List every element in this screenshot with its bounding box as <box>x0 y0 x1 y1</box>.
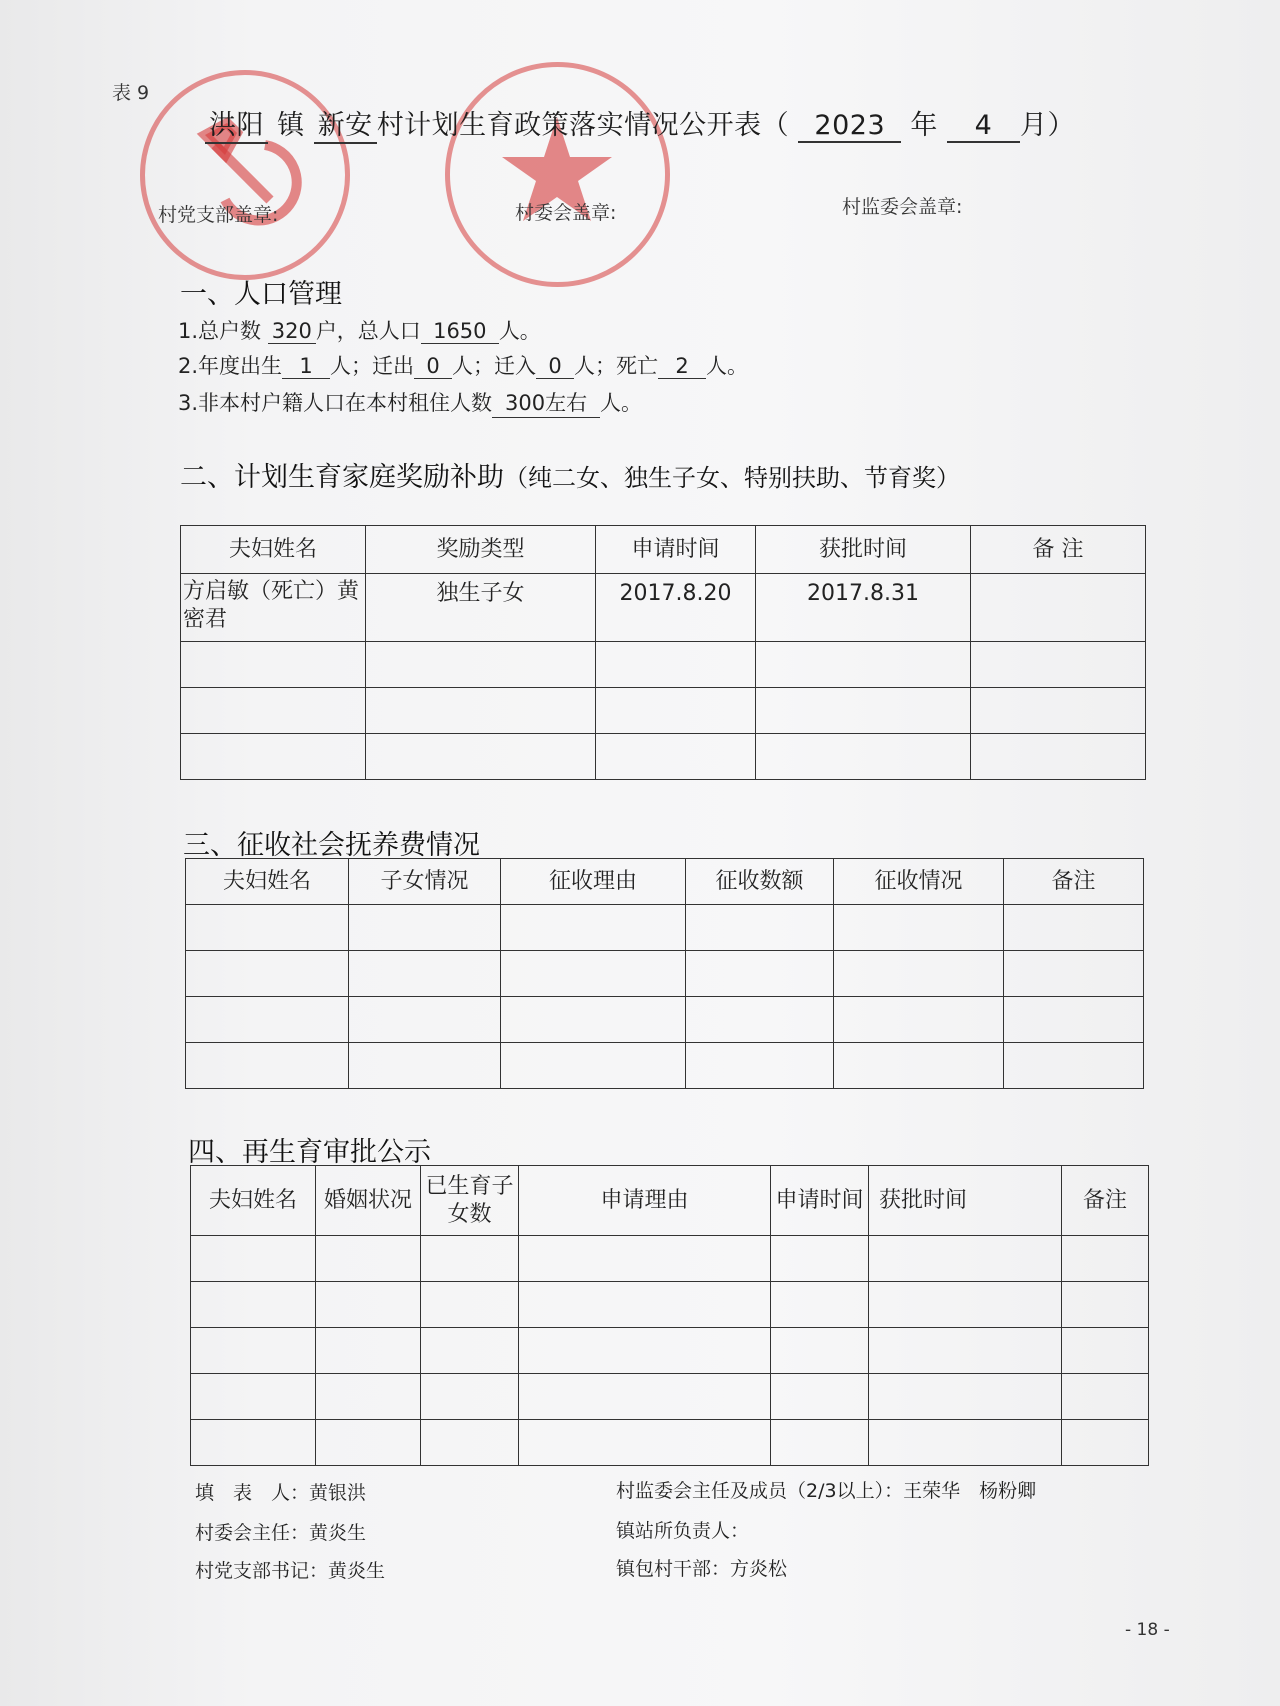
table-cell <box>349 997 501 1043</box>
table-cell <box>519 1236 771 1282</box>
table-cell <box>366 734 596 780</box>
table-cell <box>186 905 349 951</box>
table-cell <box>686 997 834 1043</box>
reward-type-cell: 独生子女 <box>366 574 596 642</box>
table-row <box>186 951 1144 997</box>
table-cell <box>1062 1282 1149 1328</box>
table-header-row <box>186 859 1144 905</box>
line2-t1: 人；迁出 <box>330 354 415 378</box>
table-cell <box>971 688 1146 734</box>
table-cell <box>1004 1043 1144 1089</box>
table-cell <box>349 905 501 951</box>
table-row <box>191 1236 1149 1282</box>
table-cell <box>686 905 834 951</box>
section1-line1 <box>178 315 541 345</box>
line1-prefix: 1.总户数 <box>178 319 268 343</box>
table-cell <box>316 1282 421 1328</box>
table-cell <box>186 1043 349 1089</box>
section1-line2 <box>178 350 748 380</box>
title-village: 新安 <box>314 103 377 144</box>
fee-table <box>185 858 1144 1089</box>
column-header: 获批时间 <box>869 1166 1062 1236</box>
party-stamp-label: 村党支部盖章: <box>158 204 279 226</box>
column-header: 申请时间 <box>596 526 756 574</box>
table-cell <box>1004 905 1144 951</box>
table-cell <box>421 1236 519 1282</box>
column-header: 夫妇姓名 <box>186 859 349 905</box>
station-head-signature: 镇站所负责人： <box>616 1520 750 1542</box>
column-header: 申请理由 <box>519 1166 771 1236</box>
page-title <box>205 103 1075 144</box>
line2-t3: 人；死亡 <box>574 354 659 378</box>
table-cell <box>421 1282 519 1328</box>
line1-suffix: 人。 <box>498 319 541 343</box>
table-cell <box>316 1236 421 1282</box>
table-cell <box>181 642 366 688</box>
town-cadre-signature: 镇包村干部：方炎松 <box>616 1558 788 1580</box>
table-cell <box>366 688 596 734</box>
section2-title: 二、计划生育家庭奖励补助 <box>180 462 504 493</box>
column-header: 已生育子女数 <box>421 1166 519 1236</box>
population-value: 1650 <box>421 319 499 344</box>
table-cell <box>869 1374 1062 1420</box>
table-cell <box>421 1420 519 1466</box>
table-cell <box>771 1374 869 1420</box>
column-header: 备 注 <box>971 526 1146 574</box>
line3-suffix: 人。 <box>600 391 643 415</box>
party-secretary-signature: 村党支部书记：黄炎生 <box>195 1560 386 1582</box>
table-cell <box>596 688 756 734</box>
title-year: 2023 <box>798 110 901 143</box>
table-cell <box>191 1282 316 1328</box>
table-row <box>186 1043 1144 1089</box>
table-cell <box>191 1328 316 1374</box>
title-main: 村计划生育政策落实情况公开表（ <box>376 110 790 141</box>
table-row <box>191 1374 1149 1420</box>
column-header: 子女情况 <box>349 859 501 905</box>
village-committee-seal <box>445 62 670 287</box>
table-cell <box>834 951 1004 997</box>
table-cell <box>834 905 1004 951</box>
column-header: 获批时间 <box>756 526 971 574</box>
table-cell <box>186 951 349 997</box>
table-cell <box>756 642 971 688</box>
table-cell <box>834 997 1004 1043</box>
table-cell <box>181 688 366 734</box>
table-cell <box>596 734 756 780</box>
section1-heading: 一、人口管理 <box>180 279 342 310</box>
section3-heading: 三、征收社会抚养费情况 <box>183 830 480 861</box>
table-cell <box>834 1043 1004 1089</box>
table-cell <box>349 951 501 997</box>
supervision-members-signature: 村监委会主任及成员（2/3以上）：王荣华 杨粉卿 <box>616 1480 1037 1502</box>
table-cell <box>1004 997 1144 1043</box>
table-cell <box>316 1328 421 1374</box>
star-icon <box>450 67 665 282</box>
line2-t4: 人。 <box>706 354 749 378</box>
deaths-value: 2 <box>658 354 706 379</box>
table-cell <box>1062 1328 1149 1374</box>
column-header: 备注 <box>1004 859 1144 905</box>
table-cell <box>191 1236 316 1282</box>
table-cell <box>756 734 971 780</box>
table-cell <box>181 734 366 780</box>
table-cell <box>519 1328 771 1374</box>
table-cell <box>971 642 1146 688</box>
table-cell <box>501 951 686 997</box>
column-header: 征收理由 <box>501 859 686 905</box>
reward-table <box>180 525 1146 780</box>
table-cell <box>519 1374 771 1420</box>
column-header: 备注 <box>1062 1166 1149 1236</box>
table-cell <box>421 1374 519 1420</box>
table-cell <box>1062 1236 1149 1282</box>
table-cell <box>971 734 1146 780</box>
table-cell <box>191 1374 316 1420</box>
approve-date-cell: 2017.8.31 <box>756 574 971 642</box>
section1-line3 <box>178 387 642 418</box>
line2-prefix: 2.年度出生 <box>178 354 283 378</box>
column-header: 夫妇姓名 <box>181 526 366 574</box>
title-month-suffix: 月） <box>1019 110 1075 141</box>
committee-stamp-label: 村委会盖章: <box>515 202 617 224</box>
column-header: 征收情况 <box>834 859 1004 905</box>
moved-in-value: 0 <box>536 354 574 379</box>
table-cell <box>501 997 686 1043</box>
couple-names-cell: 方启敏（死亡）黄密君 <box>181 574 366 642</box>
apply-date-cell: 2017.8.20 <box>596 574 756 642</box>
table-header-row <box>181 526 1146 574</box>
table-cell <box>869 1328 1062 1374</box>
table-row <box>191 1328 1149 1374</box>
table-cell <box>756 688 971 734</box>
party-branch-seal <box>140 70 350 280</box>
table-cell <box>771 1236 869 1282</box>
column-header: 征收数额 <box>686 859 834 905</box>
table-cell <box>771 1282 869 1328</box>
table-header-row <box>191 1166 1149 1236</box>
column-header: 申请时间 <box>771 1166 869 1236</box>
table-cell <box>869 1282 1062 1328</box>
line2-t2: 人；迁入 <box>452 354 537 378</box>
renters-value: 300左右 <box>492 387 600 418</box>
births-value: 1 <box>282 354 330 379</box>
supervision-stamp-label: 村监委会盖章: <box>842 196 963 218</box>
table-cell <box>519 1282 771 1328</box>
table-cell <box>501 1043 686 1089</box>
form-number: 表 9 <box>112 82 150 104</box>
page-number: - 18 - <box>1125 1620 1170 1640</box>
table-cell <box>771 1328 869 1374</box>
table-cell <box>519 1420 771 1466</box>
table-row <box>181 734 1146 780</box>
table-cell <box>366 642 596 688</box>
line3-prefix: 3.非本村户籍人口在本村租住人数 <box>178 391 493 415</box>
title-town-suffix: 镇 <box>277 110 305 141</box>
title-year-suffix: 年 <box>910 110 938 141</box>
table-row <box>186 905 1144 951</box>
table-cell <box>501 905 686 951</box>
table-cell <box>596 642 756 688</box>
committee-director-signature: 村委会主任：黄炎生 <box>195 1522 367 1544</box>
table-row <box>191 1282 1149 1328</box>
table-row <box>181 574 1146 642</box>
table-cell <box>1004 951 1144 997</box>
table-cell <box>1062 1374 1149 1420</box>
table-cell <box>771 1420 869 1466</box>
column-header: 夫妇姓名 <box>191 1166 316 1236</box>
table-cell <box>316 1374 421 1420</box>
table-cell <box>686 1043 834 1089</box>
table-cell <box>191 1420 316 1466</box>
table-cell <box>186 997 349 1043</box>
column-header: 婚姻状况 <box>316 1166 421 1236</box>
table-row <box>181 642 1146 688</box>
moved-out-value: 0 <box>414 354 452 379</box>
column-header: 奖励类型 <box>366 526 596 574</box>
table-cell <box>316 1420 421 1466</box>
title-town: 洪阳 <box>205 103 268 144</box>
table-cell <box>349 1043 501 1089</box>
table-row <box>186 997 1144 1043</box>
title-month: 4 <box>947 110 1020 143</box>
section2-heading <box>180 455 960 494</box>
table-cell <box>686 951 834 997</box>
section4-heading: 四、再生育审批公示 <box>188 1137 431 1168</box>
reproduction-table <box>190 1165 1149 1466</box>
table-cell <box>1062 1420 1149 1466</box>
table-row <box>181 688 1146 734</box>
table-cell <box>421 1328 519 1374</box>
households-value: 320 <box>268 319 316 344</box>
table-cell <box>869 1420 1062 1466</box>
table-cell <box>869 1236 1062 1282</box>
filler-signature: 填 表 人：黄银洪 <box>195 1482 367 1504</box>
remark-cell <box>971 574 1146 642</box>
table-row <box>191 1420 1149 1466</box>
section2-note: （纯二女、独生子女、特别扶助、节育奖） <box>504 464 960 492</box>
line1-mid: 户，总人口 <box>315 319 421 343</box>
